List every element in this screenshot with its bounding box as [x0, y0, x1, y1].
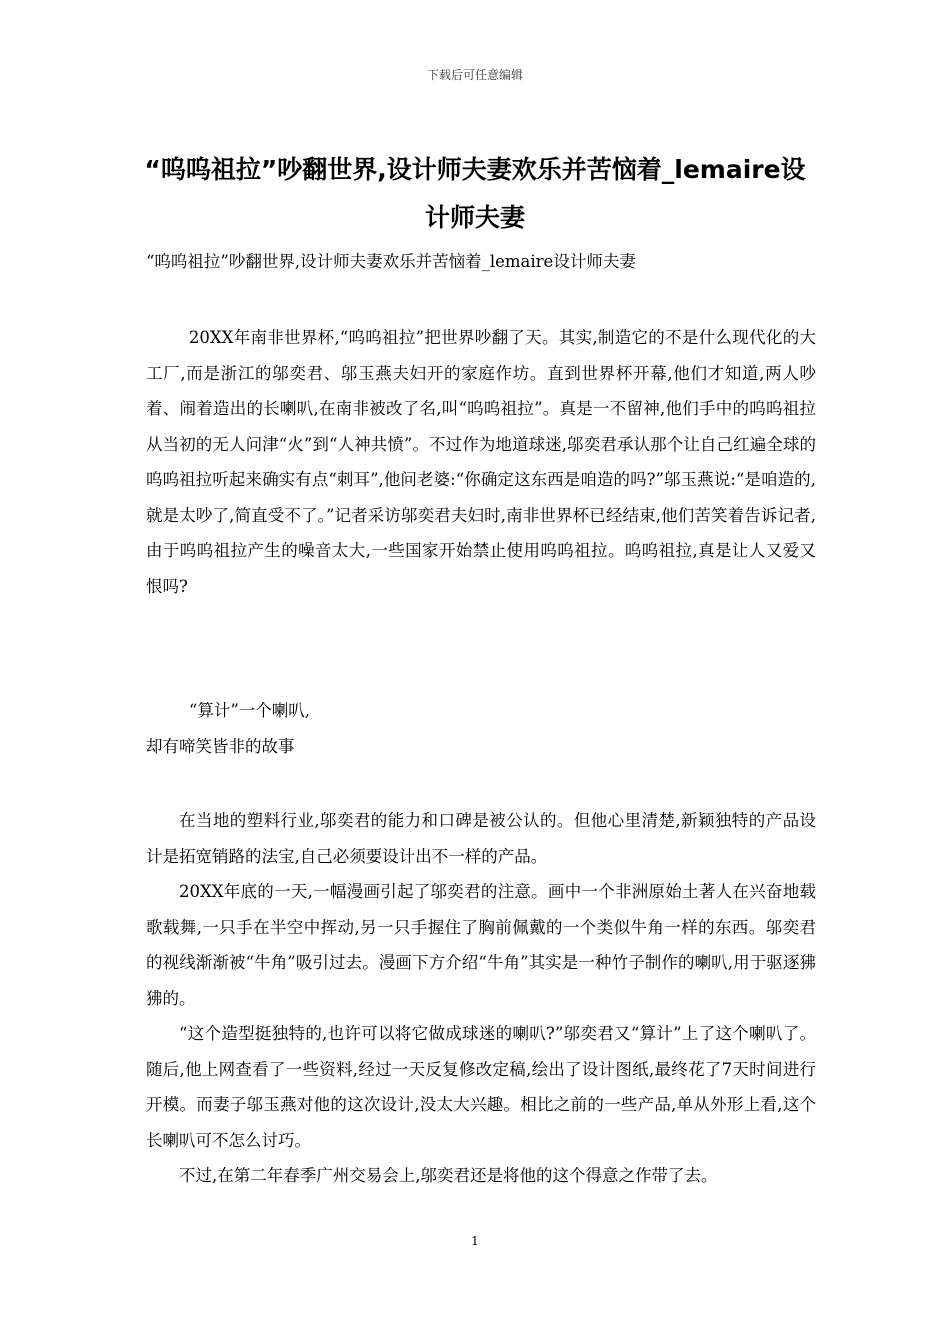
intro-paragraph: 20XX年南非世界杯,“呜呜祖拉”把世界吵翻了天。其实,制造它的不是什么现代化的大工厂,而是浙江的邬奕君、邬玉燕夫妇开的家庭作坊。直到世界杯开幕,他们才知道,两人吵着、闹着造出的长喇叭,在南非被改了名,叫“呜呜祖拉”。真是一不留神,他们手中的呜呜祖拉从当初的无人问津“火”到“人神共愤”。不过作为地道球迷,邬奕君承认那个让自己红遍全球的呜呜祖拉听起来确实有点“刺耳”,他问老婆:“你确定这东西是咱造的吗?”邬玉燕说:“是咱造的,就是太吵了,简直受不了。”记者采访邬奕君夫妇时,南非世界杯已经结束,他们苦笑着告诉记者,由于呜呜祖拉产生的噪音太大,一些国家开始禁止使用呜呜祖拉。呜呜祖拉,真是让人又爱又恨吗? — [146, 328, 816, 596]
body-paragraph-4: 不过,在第二年春季广州交易会上,邬奕君还是将他的这个得意之作带了去。 — [179, 1166, 718, 1185]
page-number: 1 — [471, 1234, 479, 1248]
section-heading-line2: 却有啼笑皆非的故事 — [146, 736, 295, 756]
story-section — [146, 803, 816, 1194]
intro-section — [146, 320, 816, 604]
body-paragraph-1: 在当地的塑料行业,邬奕君的能力和口碑是被公认的。但他心里清楚,新颖独特的产品设计是拓宽销路的法宝,自己必须要设计出不一样的产品。 — [146, 811, 816, 866]
header-note: 下载后可任意编辑 — [426, 68, 523, 82]
body-paragraph-3: “这个造型挺独特的,也许可以将它做成球迷的喇叭?”邬奕君又“算计”上了这个喇叭了。随后,他上网查看了一些资料,经过一天反复修改定稿,绘出了设计图纸,最终花了7天时间进行开模。而妻子邬玉燕对他的这次设计,没太大兴趣。相比之前的一些产品,单从外形上看,这个长喇叭可不怎么讨巧。 — [146, 1024, 816, 1150]
section-heading-line1: “算计”一个喇叭, — [188, 701, 311, 720]
body-paragraph-2: 20XX年底的一天,一幅漫画引起了邬奕君的注意。画中一个非洲原始土著人在兴奋地载歌载舞,一只手在半空中挥动,另一只手握住了胸前佩戴的一个类似牛角一样的东西。邬奕君的视线渐渐被“牛角”吸引过去。漫画下方介绍“牛角”其实是一种竹子制作的喇叭,用于驱逐狒狒的。 — [146, 882, 816, 1008]
document-title: “呜呜祖拉”吵翻世界,设计师夫妻欢乐并苦恼着_lemaire设计师夫妻 — [144, 155, 806, 232]
document-subtitle: “呜呜祖拉”吵翻世界,设计师夫妻欢乐并苦恼着_lemaire设计师夫妻 — [146, 252, 636, 271]
section-heading — [146, 693, 816, 764]
